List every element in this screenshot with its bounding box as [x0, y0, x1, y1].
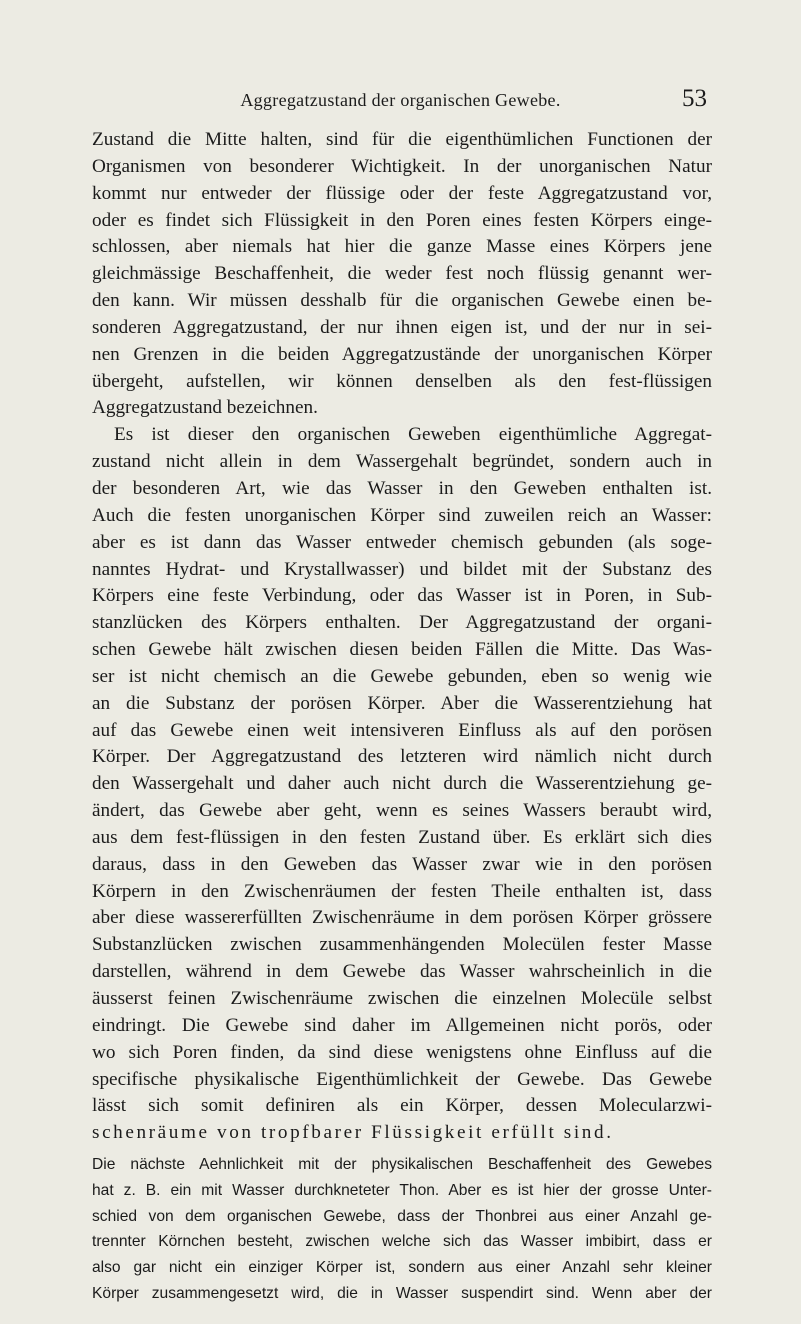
text-line: stanzlücken des Körpers enthalten. Der Aggregatzustand der organi-	[92, 612, 712, 634]
text-line: ändert, das Gewebe aber geht, wenn es seines Wassers beraubt wird,	[92, 800, 712, 822]
text-line: zustand nicht allein in dem Wassergehalt begründet, sondern auch in	[92, 451, 712, 473]
main-text-block	[92, 127, 712, 1147]
text-line: Körper. Der Aggregatzustand des letzteren wird nämlich nicht durch	[92, 746, 712, 768]
text-line-definition: lässt sich somit definiren als ein Körper, dessen Molecularzwi-	[92, 1095, 712, 1117]
text-line: Körpers eine feste Verbindung, oder das Wasser ist in Poren, in Sub-	[92, 585, 712, 607]
text-line: Organismen von besonderer Wichtigkeit. In der unorganischen Natur	[92, 155, 712, 177]
note-line: Die nächste Aehnlichkeit mit der physikalischen Beschaffenheit des Gewebes	[92, 1156, 712, 1173]
note-line: Körper zusammengesetzt wird, die in Wasser suspendirt sind. Wenn aber der	[92, 1284, 712, 1302]
small-print-note	[92, 1152, 712, 1307]
text-line: aber diese wassererfüllten Zwischenräume in dem porösen Körper grössere	[92, 907, 712, 929]
text-line: Substanzlücken zwischen zusammenhängenden Molecülen fester Masse	[92, 934, 712, 956]
running-title: Aggregatzustand der organischen Gewebe.	[240, 90, 561, 110]
text-line: darstellen, während in dem Gewebe das Wasser wahrscheinlich in die	[92, 961, 712, 983]
text-line: Zustand die Mitte halten, sind für die eigenthümlichen Functionen der	[92, 129, 712, 150]
text-line: schen Gewebe hält zwischen diesen beiden Fällen die Mitte. Das Was-	[92, 639, 712, 661]
text-line: den kann. Wir müssen desshalb für die organischen Gewebe einen be-	[92, 290, 712, 312]
text-line: nanntes Hydrat- und Krystallwasser) und bildet mit der Substanz des	[92, 558, 712, 580]
text-line: nen Grenzen in die beiden Aggregatzustände der unorganischen Körper	[92, 343, 712, 365]
text-line: Auch die festen unorganischen Körper sind zuweilen reich an Wasser:	[92, 504, 712, 526]
text-line: sonderen Aggregatzustand, der nur ihnen eigen ist, und der nur in sei-	[92, 316, 712, 338]
text-line-definition-end: schenräume von tropfbarer Flüssigkeit erfüllt sind.	[92, 1122, 614, 1144]
text-line-paragraph-start: Es ist dieser den organischen Geweben eigenthümliche Aggregat-	[114, 424, 712, 446]
text-line: daraus, dass in den Geweben das Wasser zwar wie in den porösen	[92, 853, 712, 875]
text-line: äusserst feinen Zwischenräume zwischen die einzelnen Molecüle selbst	[92, 988, 712, 1009]
text-line: Aggregatzustand bezeichnen.	[92, 397, 318, 419]
text-line: der besonderen Art, wie das Wasser in den Geweben enthalten ist.	[92, 477, 712, 499]
text-line: wo sich Poren finden, da sind diese wenigstens ohne Einfluss auf die	[92, 1041, 712, 1063]
note-line: hat z. B. ein mit Wasser durchkneteter Thon. Aber es ist hier der grosse Unter-	[92, 1181, 712, 1199]
text-line: specifische physikalische Eigenthümlichkeit der Gewebe. Das Gewebe	[92, 1068, 712, 1090]
text-line: übergeht, aufstellen, wir können denselben als den fest-flüssigen	[92, 370, 712, 392]
text-line: Körpern in den Zwischenräumen der festen Theile enthalten ist, dass	[92, 880, 712, 902]
text-line: den Wassergehalt und daher auch nicht durch die Wasserentziehung ge-	[92, 773, 712, 795]
text-line: aus dem fest-flüssigen in den festen Zustand über. Es erklärt sich dies	[92, 826, 712, 848]
text-line: aber es ist dann das Wasser entweder chemisch gebunden (als soge-	[92, 531, 712, 553]
page-number: 53	[682, 85, 707, 112]
running-header	[0, 85, 801, 114]
text-line: oder es findet sich Flüssigkeit in den Poren eines festen Körpers einge-	[92, 209, 712, 231]
text-line: schlossen, aber niemals hat hier die ganze Masse eines Körpers jene	[92, 236, 712, 258]
text-line: auf das Gewebe einen weit intensiveren Einfluss als auf den porösen	[92, 719, 712, 741]
text-line: eindringt. Die Gewebe sind daher im Allgemeinen nicht porös, oder	[92, 1014, 712, 1036]
text-line: ser ist nicht chemisch an die Gewebe gebunden, eben so wenig wie	[92, 665, 712, 687]
text-line: kommt nur entweder der flüssige oder der feste Aggregatzustand vor,	[92, 182, 712, 204]
note-line: also gar nicht ein einziger Körper ist, sondern aus einer Anzahl sehr kleiner	[92, 1259, 712, 1277]
text-line: gleichmässige Beschaffenheit, die weder fest noch flüssig genannt wer-	[92, 263, 712, 285]
text-line: an die Substanz der porösen Körper. Aber die Wasserentziehung hat	[92, 692, 712, 714]
note-line: trennter Körnchen besteht, zwischen welche sich das Wasser imbibirt, dass er	[92, 1233, 712, 1251]
note-line: schied von dem organischen Gewebe, dass der Thonbrei aus einer Anzahl ge-	[92, 1207, 712, 1225]
